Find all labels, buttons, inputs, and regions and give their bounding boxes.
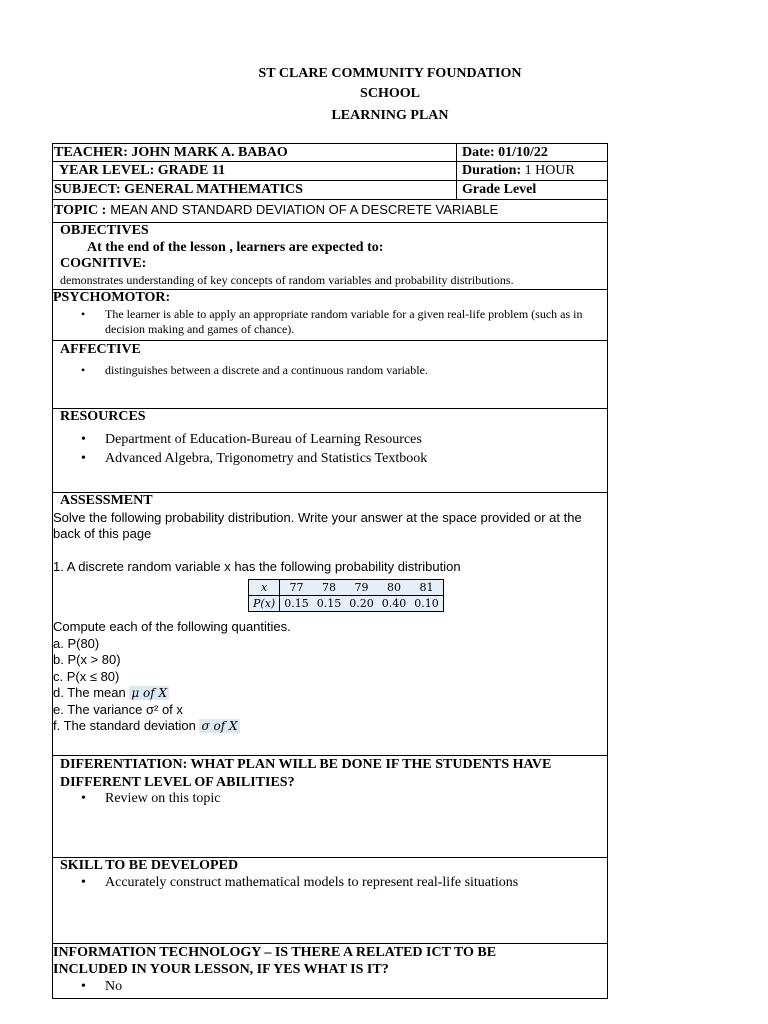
list-item: • Advanced Algebra, Trigonometry and Statistics Textbook [53,449,598,468]
x-header: x [249,580,280,596]
question-e: e. The variance σ² of x [53,701,183,717]
affective-title: AFFECTIVE [60,342,141,357]
assessment-quantities [53,619,291,735]
duration-text: Duration: 1 HOUR [462,163,575,178]
differentiation-title: DIFERENTIATION: WHAT PLAN WILL BE DONE IF THE STUDENTS HAVE DIFFERENT LEVEL OF ABILITIES? [60,757,552,790]
question-f: f. The standard deviation σ of X [53,718,238,733]
table-cell: 0.15 [316,597,342,610]
table-cell: 0.20 [349,597,374,610]
affective-section [52,341,608,409]
list-item: • distinguishes between a discrete and a continuous random variable. [53,363,598,378]
psychomotor-section [52,290,608,341]
grade-level-cell [456,181,609,199]
subject-label: SUBJECT: GENERAL MATHEMATICS [54,182,303,197]
ict-list [53,979,598,995]
ict-section [52,944,608,999]
assessment-instruction: Solve the following probability distribution. Write your answer at the space provided or at the back of this page [53,510,582,541]
list-item: • Accurately construct mathematical models to represent real-life situations [53,875,598,891]
table-cell: 0.15 [284,597,309,610]
question-a: a. P(80) [53,635,100,651]
table-cell: 77 [280,580,313,596]
px-header: P(x) [249,596,280,612]
sd-formula: σ of X [201,719,238,733]
school-name-line2: SCHOOL [360,86,420,101]
question-d: d. The mean μ of X [53,685,168,700]
date-cell [456,144,609,161]
cognitive-text: demonstrates understanding of key concepts of random variables and probability distributions. [60,273,514,287]
list-item: • No [53,979,598,995]
table-cell: 80 [378,580,411,596]
resources-title: RESOURCES [60,409,146,424]
skill-list [53,875,598,891]
objectives-title: OBJECTIVES [60,223,149,238]
question-b: b. P(x > 80) [53,652,121,667]
objectives-intro: At the end of the lesson , learners are expected to: [87,240,384,255]
mean-formula: μ of X [131,686,168,700]
teacher-row [52,143,608,162]
school-name: ST CLARE COMMUNITY FOUNDATION [258,66,522,81]
skill-section [52,858,608,944]
cognitive-title: COGNITIVE: [60,256,147,271]
assessment-title: ASSESSMENT [60,493,153,508]
table-cell: 78 [313,580,346,596]
ict-title: INFORMATION TECHNOLOGY – IS THERE A RELATED ICT TO BE INCLUDED IN YOUR LESSON, IF YES WHAT IS IT? [53,945,497,977]
duration-cell [456,162,609,180]
resources-section [52,409,608,493]
table-cell: 0.10 [414,597,439,610]
year-level-row [52,162,608,181]
table-cell: 79 [345,580,378,596]
teacher-label: TEACHER: JOHN MARK A. BABAO [54,145,288,160]
assessment-question: 1. A discrete random variable x has the following probability distribution [53,559,461,574]
differentiation-section [52,756,608,858]
resources-list [53,430,598,468]
topic-row [52,200,608,223]
differentiation-list [53,791,598,807]
table-cell: 0.40 [381,597,407,610]
psychomotor-list [53,307,598,337]
compute-instruction: Compute each of the following quantities. [53,619,291,634]
list-item: • Review on this topic [53,791,598,807]
document-title: LEARNING PLAN [331,108,449,123]
year-level-label: YEAR LEVEL: GRADE 11 [59,163,226,178]
probability-table [248,579,444,612]
topic-text: TOPIC : MEAN AND STANDARD DEVIATION OF A DESCRETE VARIABLE [54,202,499,218]
list-item: • Department of Education-Bureau of Learning Resources [53,430,598,449]
table-cell: 81 [410,580,443,596]
psychomotor-title: PSYCHOMOTOR: [53,290,171,305]
objectives-section [52,223,608,290]
skill-title: SKILL TO BE DEVELOPED [60,858,239,873]
list-item: • The learner is able to apply an appropriate random variable for a given real-life problem (such as in decision making and games of chance). [53,307,598,337]
subject-row [52,181,608,200]
assessment-section [52,493,608,756]
affective-list [53,363,598,378]
date-label: Date: 01/10/22 [462,145,548,160]
question-c: c. P(x ≤ 80) [53,668,120,684]
grade-level-label: Grade Level [462,182,537,197]
